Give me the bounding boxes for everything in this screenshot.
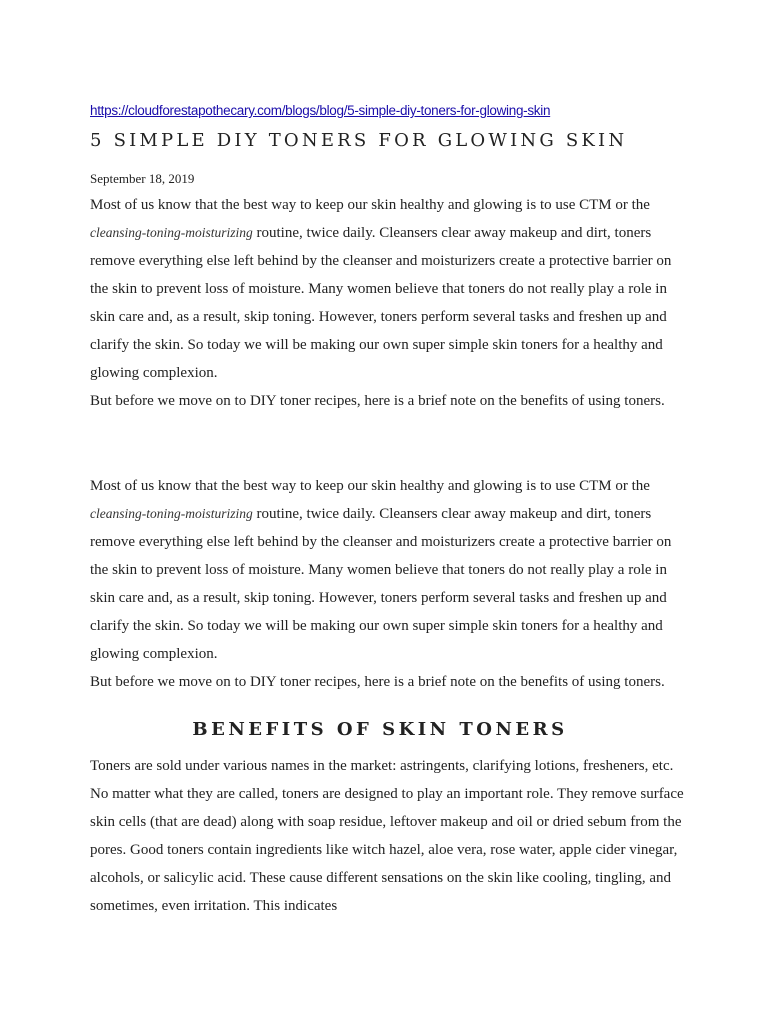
- article-date: September 18, 2019: [90, 171, 195, 186]
- benefits-block: [90, 752, 690, 920]
- benefits-lead-paragraph: But before we move on to DIY toner recipes, here is a brief note on the benefits of using toners.: [90, 674, 665, 690]
- intro-block-2: [90, 472, 690, 696]
- benefits-lead-paragraph: But before we move on to DIY toner recipes, here is a brief note on the benefits of using toners.: [90, 393, 665, 409]
- routine-term: cleansing-toning-moisturizing: [90, 506, 253, 521]
- article-title: 5 SIMPLE DIY TONERS FOR GLOWING SKIN: [90, 130, 628, 151]
- intro-paragraph: [90, 472, 690, 668]
- routine-term: cleansing-toning-moisturizing: [90, 225, 253, 240]
- paragraph-text: Most of us know that the best way to keep our skin healthy and glowing is to use CTM or the: [90, 478, 650, 494]
- paragraph-text: Most of us know that the best way to keep our skin healthy and glowing is to use CTM or the: [90, 197, 650, 213]
- intro-block-1: [90, 191, 690, 415]
- paragraph-text: routine, twice daily. Cleansers clear away makeup and dirt, toners remove everything else left behind by the cleanser and moisturizers create a protective barrier on the skin to prevent loss of moisture. Many women believe that toners do not really play a role in skin care and, as a result, skip toning. However, toners perform several tasks and freshen up and clarify the skin. So today we will be making our own super simple skin toners for a healthy and glowing complexion.: [90, 225, 672, 381]
- paragraph-text: routine, twice daily. Cleansers clear away makeup and dirt, toners remove everything else left behind by the cleanser and moisturizers create a protective barrier on the skin to prevent loss of moisture. Many women believe that toners do not really play a role in skin care and, as a result, skip toning. However, toners perform several tasks and freshen up and clarify the skin. So today we will be making our own super simple skin toners for a healthy and glowing complexion.: [90, 506, 672, 662]
- section-heading: BENEFITS OF SKIN TONERS: [192, 719, 568, 740]
- intro-paragraph: [90, 191, 690, 387]
- benefits-paragraph: Toners are sold under various names in the market: astringents, clarifying lotions, fresheners, etc. No matter what they are called, toners are designed to play an important role. They remove surface skin cells (that are dead) along with soap residue, leftover makeup and oil or dried sebum from the pores. Good toners contain ingredients like witch hazel, aloe vera, rose water, apple cider vinegar, alcohols, or salicylic acid. These cause different sensations on the skin like cooling, tingling, and sometimes, even irritation. This indicates: [90, 758, 684, 914]
- source-url-link[interactable]: https://cloudforestapothecary.com/blogs/blog/5-simple-diy-toners-for-glowing-skin: [90, 103, 551, 118]
